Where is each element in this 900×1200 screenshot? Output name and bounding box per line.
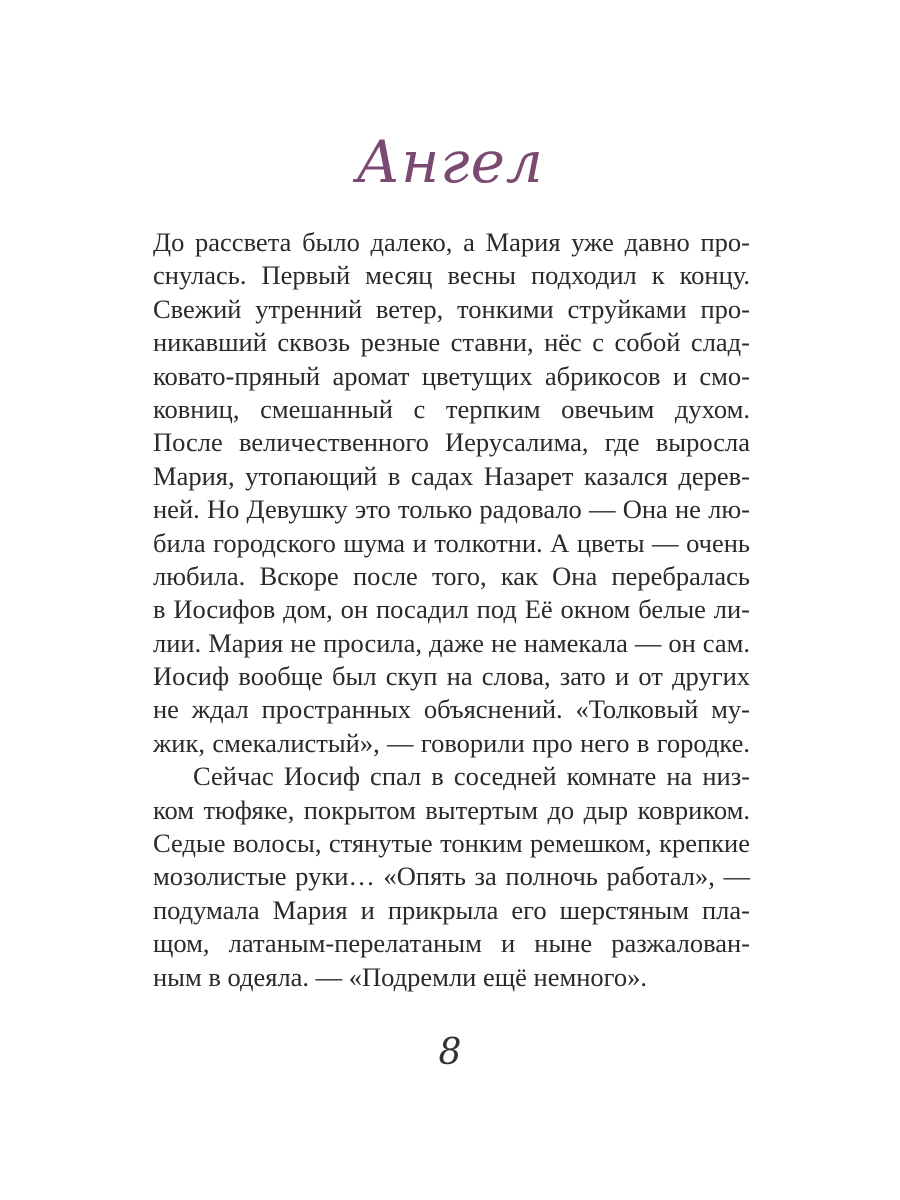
text-line: снулась. Первый месяц весны подходил к концу. <box>153 260 750 291</box>
text-line: Мария, утопающий в садах Назарет казался дерев- <box>153 460 750 491</box>
text-line: подумала Мария и прикрыла его шерстяным пла- <box>153 894 750 925</box>
text-line: жик, смекалистый», — говорили про него в городке. <box>153 727 750 758</box>
text-line: ковато-пряный аромат цветущих абрикосов и смо- <box>153 360 750 391</box>
text-line: била городского шума и толкотни. А цветы — очень <box>153 527 750 558</box>
text-line: любила. Вскоре после того, как Она перебралась <box>153 560 750 591</box>
text-line: После величественного Иерусалима, где выросла <box>153 427 750 458</box>
text-line: щом, латаным-перелатаным и ныне разжалован- <box>153 928 750 959</box>
text-line: Иосиф вообще был скуп на слова, зато и от других <box>153 661 750 692</box>
text-line: До рассвета было далеко, а Мария уже давно про- <box>153 227 750 257</box>
text-line: ком тюфяке, покрытом вытертым до дыр ковриком. <box>153 794 750 825</box>
text-line: ным в одеяла. — «Подремли ещё немного». <box>153 961 648 992</box>
text-line: Сейчас Иосиф спал в соседней комнате на низ- <box>193 761 750 792</box>
chapter-title: Ангел <box>356 128 544 196</box>
text-line: ней. Но Девушку это только радовало — Она не лю- <box>153 494 750 525</box>
text-line: не ждал пространных объяснений. «Толковый му- <box>153 694 750 725</box>
text-line: лии. Мария не просила, даже не намекала — он сам. <box>153 627 750 658</box>
text-line: ковниц, смешанный с терпким овечьим духом. <box>153 393 750 424</box>
body-text <box>153 226 750 994</box>
text-line: никавший сквозь резные ставни, нёс с собой слад- <box>153 327 750 358</box>
text-line: Свежий утренний ветер, тонкими струйками про- <box>153 293 750 324</box>
text-line: Седые волосы, стянутые тонким ремешком, крепкие <box>153 828 750 859</box>
page-number: 8 <box>438 1032 462 1073</box>
text-line: мозолистые руки… «Опять за полночь работал», — <box>153 861 750 892</box>
text-line: в Иосифов дом, он посадил под Её окном белые ли- <box>153 594 750 625</box>
